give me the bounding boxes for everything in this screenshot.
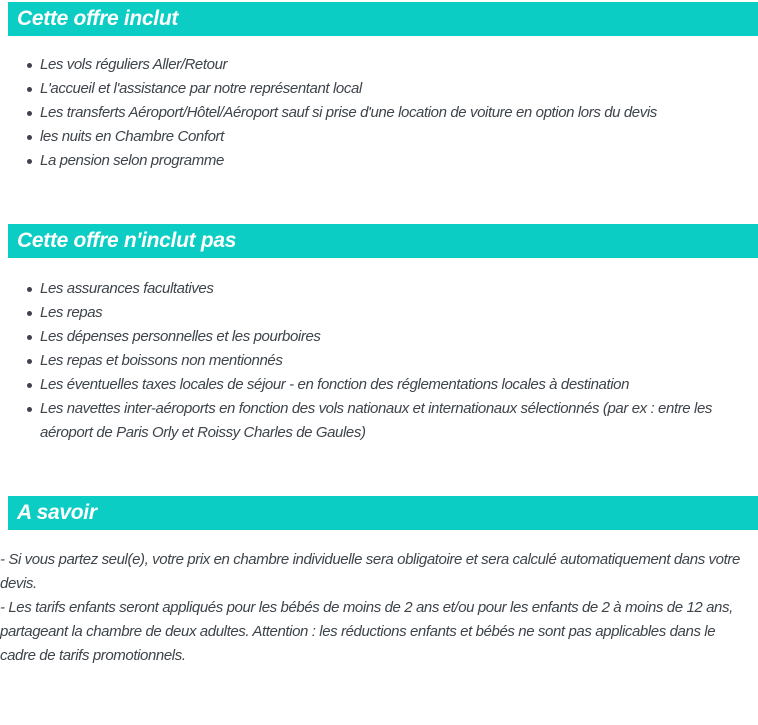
section-excludes-header (8, 224, 758, 258)
section-notes (0, 496, 758, 668)
section-excludes-title: Cette offre n'inclut pas (17, 229, 237, 252)
notes-paragraph: - Les tarifs enfants seront appliqués pour les bébés de moins de 2 ans et/ou pour les enfants de 2 à moins de 12 ans, partageant la chambre de deux adultes. Attention : les réductions enfants et bébés ne sont pas applicables dans le cadre de tarifs promotionnels. (0, 599, 733, 664)
list-item: La pension selon programme (40, 149, 748, 173)
section-notes-header (8, 496, 758, 530)
section-includes-title: Cette offre inclut (17, 7, 179, 30)
excludes-list (0, 277, 758, 445)
list-item: Les assurances facultatives (40, 277, 748, 301)
includes-list (0, 53, 758, 173)
notes-text (0, 548, 758, 668)
list-item: Les navettes inter-aéroports en fonction des vols nationaux et internationaux sélectionnés (par ex : entre les aéroport de Paris Orly et Roissy Charles de Gaules) (40, 397, 748, 445)
list-item: Les vols réguliers Aller/Retour (40, 53, 748, 77)
section-includes-header (8, 2, 758, 36)
list-item: Les transferts Aéroport/Hôtel/Aéroport sauf si prise d'une location de voiture en option lors du devis (40, 101, 748, 125)
list-item: les nuits en Chambre Confort (40, 125, 748, 149)
section-notes-title: A savoir (17, 501, 97, 524)
list-item: Les repas (40, 301, 748, 325)
list-item: Les éventuelles taxes locales de séjour - en fonction des réglementations locales à destination (40, 373, 748, 397)
notes-paragraph: - Si vous partez seul(e), votre prix en chambre individuelle sera obligatoire et sera calculé automatiquement dans votre devis. (0, 551, 740, 592)
section-includes (0, 2, 758, 173)
list-item: L'accueil et l'assistance par notre représentant local (40, 77, 748, 101)
offer-details-page (0, 2, 758, 668)
section-excludes (0, 224, 758, 445)
list-item: Les dépenses personnelles et les pourboires (40, 325, 748, 349)
list-item: Les repas et boissons non mentionnés (40, 349, 748, 373)
